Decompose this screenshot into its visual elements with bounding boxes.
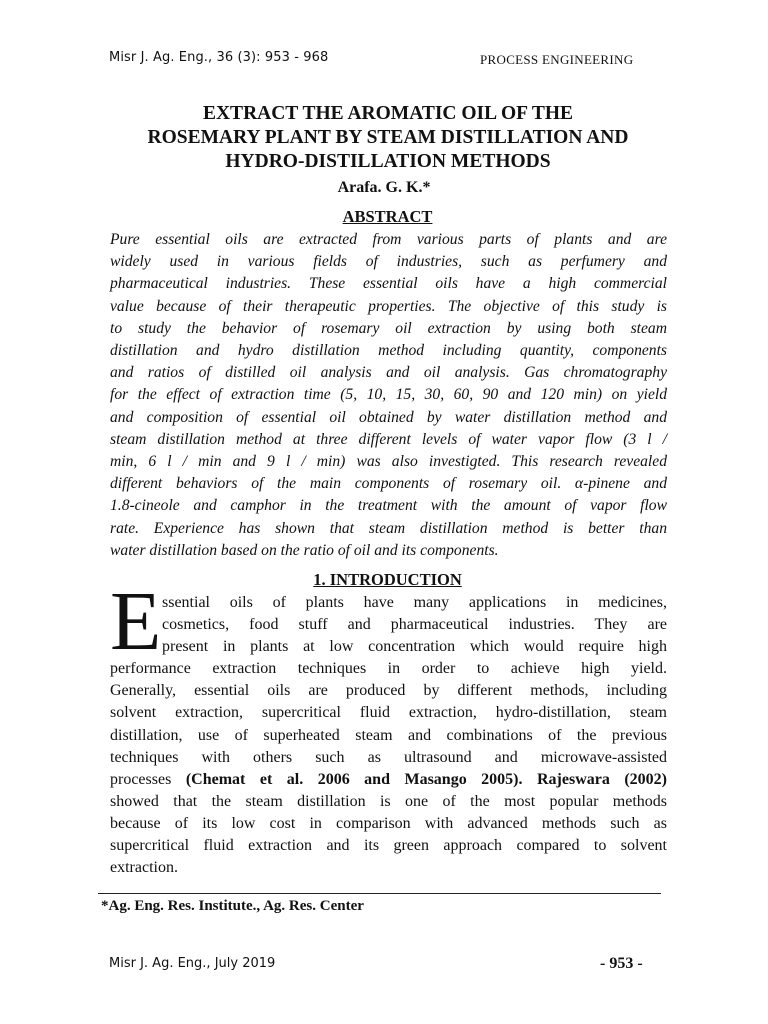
- intro-line: solvent extraction, supercritical fluid extraction, hydro-distillation, steam: [110, 704, 667, 722]
- paper-title: [100, 102, 676, 174]
- abstract-heading: ABSTRACT: [342, 207, 433, 226]
- introduction-body: [110, 592, 667, 879]
- abstract-line: 1.8-cineole and camphor in the treatment with the amount of vapor flow: [110, 497, 667, 515]
- introduction-heading: 1. INTRODUCTION: [313, 570, 462, 589]
- abstract-line: to study the behavior of rosemary oil extraction by using both steam: [110, 319, 667, 337]
- intro-line: because of its low cost in comparison with advanced methods such as: [110, 814, 667, 832]
- intro-text: processes: [110, 770, 186, 788]
- intro-line: Generally, essential oils are produced by different methods, including: [110, 682, 667, 700]
- footnote-divider: [98, 893, 661, 894]
- author-name: Arafa. G. K.*: [337, 179, 431, 196]
- journal-citation: Misr J. Ag. Eng., 36 (3): 953 - 968: [109, 50, 329, 65]
- intro-line: extraction.: [110, 859, 178, 877]
- intro-line: techniques with others such as ultrasound and microwave-assisted: [110, 748, 667, 766]
- footer-journal-date: Misr J. Ag. Eng., July 2019: [109, 956, 276, 971]
- abstract-line: and ratios of distilled oil analysis and oil analysis. Gas chromatography: [110, 364, 667, 382]
- intro-line: performance extraction techniques in order to achieve high yield.: [110, 660, 667, 678]
- abstract-line: and composition of essential oil obtained by water distillation method and: [110, 408, 667, 426]
- section-label: PROCESS ENGINEERING: [480, 52, 634, 67]
- intro-line: cosmetics, food stuff and pharmaceutical industries. They are: [162, 616, 667, 634]
- abstract-line: rate. Experience has shown that steam distillation method is better than: [110, 519, 667, 537]
- page-number: - 953 -: [600, 955, 643, 972]
- abstract-line: distillation and hydro distillation method including quantity, components: [110, 342, 667, 360]
- abstract-line: steam distillation method at three different levels of water vapor flow (3 l /: [110, 430, 667, 448]
- abstract-line: different behaviors of the main components of rosemary oil. α-pinene and: [110, 475, 667, 493]
- intro-line: distillation, use of superheated steam and combinations of the previous: [110, 726, 667, 744]
- title-line: ROSEMARY PLANT BY STEAM DISTILLATION AND: [147, 127, 629, 148]
- title-line: EXTRACT THE AROMATIC OIL OF THE: [202, 103, 574, 124]
- intro-line-with-citation: [110, 769, 667, 791]
- abstract-line: min, 6 l / min and 9 l / min) was also investigted. This research revealed: [110, 453, 667, 471]
- intro-line: supercritical fluid extraction and its green approach compared to solvent: [110, 837, 667, 855]
- drop-cap: E: [110, 575, 162, 668]
- abstract-line: widely used in various fields of industries, such as perfumery and: [110, 253, 667, 271]
- abstract-line: pharmaceutical industries. These essential oils have a high commercial: [110, 275, 667, 293]
- abstract-body: [110, 229, 667, 562]
- author-affiliation-footnote: *Ag. Eng. Res. Institute., Ag. Res. Center: [101, 898, 364, 914]
- intro-line: ssential oils of plants have many applications in medicines,: [162, 594, 667, 611]
- citation-text: (Chemat et al. 2006 and Masango 2005). Rajeswara (2002): [185, 770, 668, 788]
- intro-line: present in plants at low concentration which would require high: [162, 638, 667, 656]
- abstract-line: water distillation based on the ratio of oil and its components.: [110, 541, 499, 559]
- intro-line: showed that the steam distillation is one of the most popular methods: [110, 792, 667, 810]
- abstract-line: Pure essential oils are extracted from various parts of plants and are: [110, 231, 667, 248]
- title-line: HYDRO-DISTILLATION METHODS: [225, 151, 551, 172]
- abstract-line: for the effect of extraction time (5, 10, 15, 30, 60, 90 and 120 min) on yield: [110, 386, 667, 404]
- abstract-line: value because of their therapeutic properties. The objective of this study is: [110, 297, 667, 315]
